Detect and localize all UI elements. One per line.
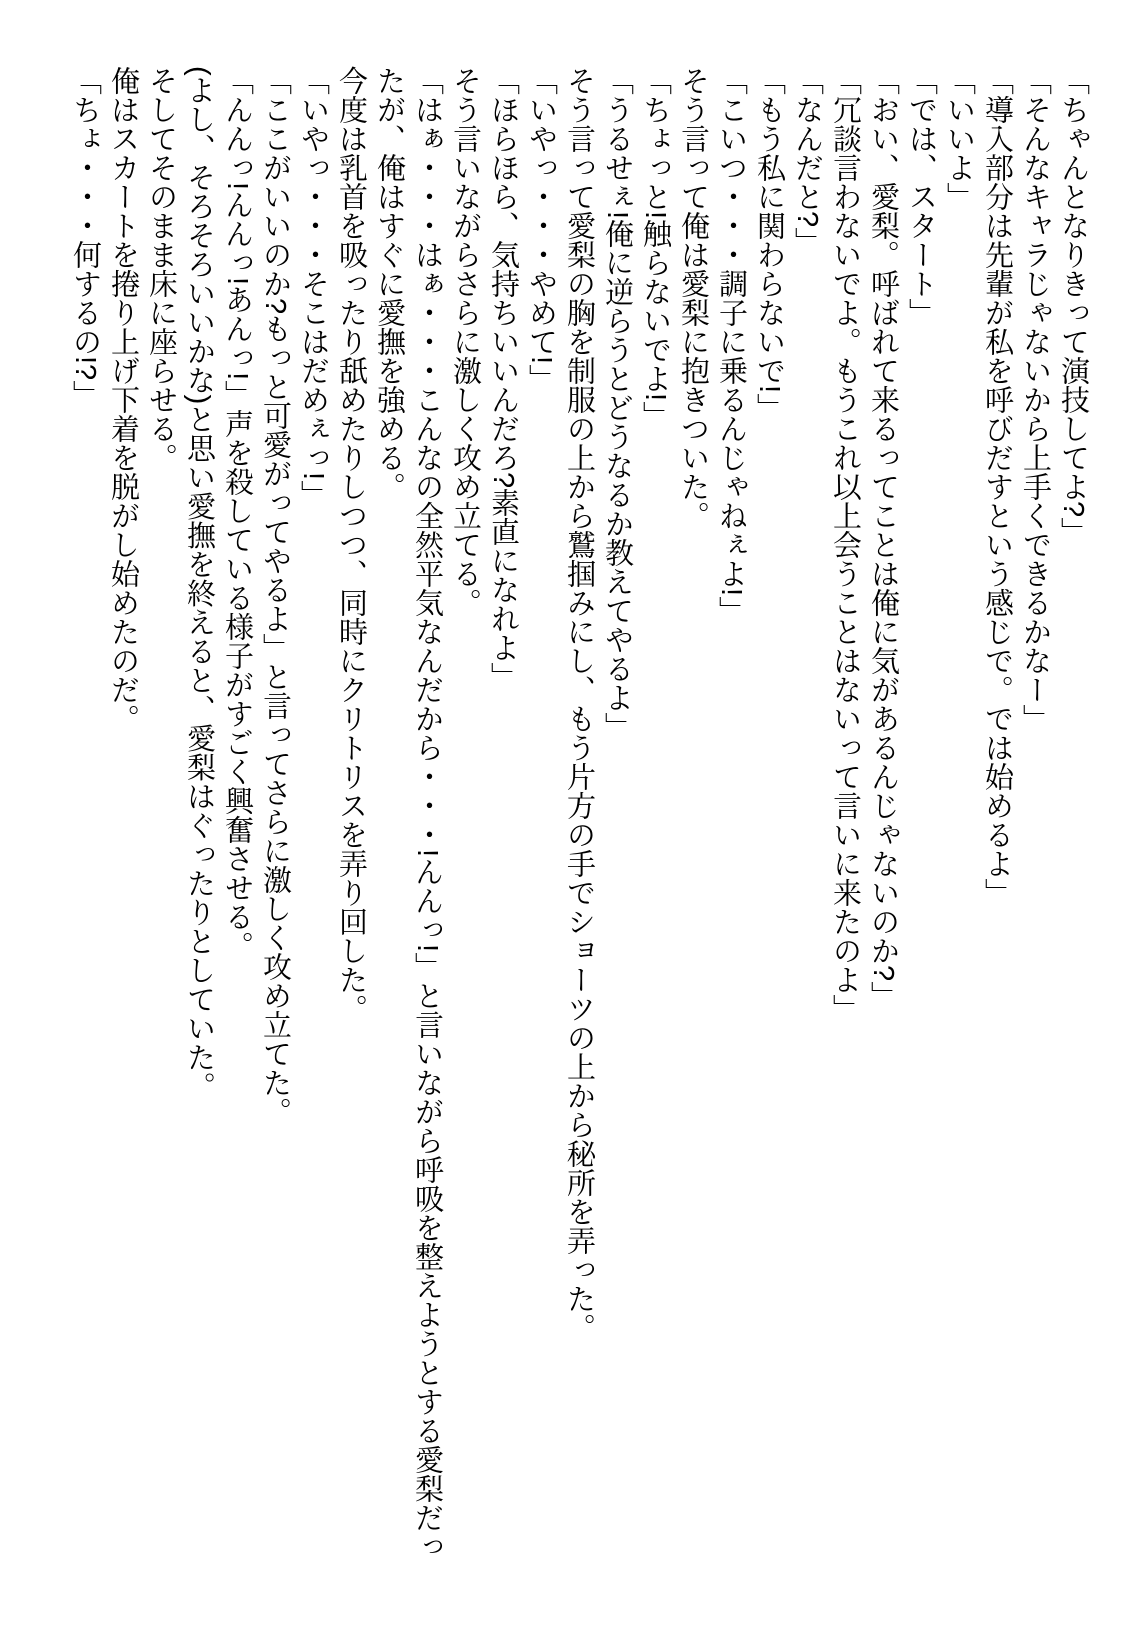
text-line: 今度は乳首を吸ったり舐めたりしつつ、同時にクリトリスを弄り回した。 <box>335 66 367 1023</box>
novel-page <box>66 66 1092 1566</box>
text-line: 「おい、愛梨。呼ばれて来るってことは俺に気があるんじゃないのか?」 <box>867 66 899 1011</box>
text-line: そしてそのまま床に座らせる。 <box>145 66 177 472</box>
text-line: 「ちょっと!触らないでよ!」 <box>639 66 671 431</box>
text-line: そう言いながらさらに激しく攻め立てる。 <box>449 66 481 617</box>
text-line: 「んんっ!んんっ!あんっ!」声を殺している様子がすごく興奮させる。 <box>221 66 253 961</box>
text-line: (よし、そろそろいいかな)と思い愛撫を終えると、愛梨はぐったりとしていた。 <box>183 66 215 1101</box>
text-line: 「なんだと?」 <box>791 66 823 257</box>
text-line: 「ここがいいのか?もっと可愛がってやるよ」と言ってさらに激しく攻め立てた。 <box>259 66 291 1127</box>
text-line: そう言って俺は愛梨に抱きついた。 <box>677 66 709 530</box>
text-line: 「ちょ・・・何するの!?」 <box>69 66 101 410</box>
text-line: 「いやっ・・・そこはだめぇっ!」 <box>297 66 329 510</box>
text-line: 「いやっ・・・やめて!」 <box>525 66 557 394</box>
text-line: 「導入部分は先輩が私を呼びだすという感じで。では始めるよ」 <box>981 66 1013 907</box>
text-line: 「ほらほら、気持ちいいんだろ?素直になれよ」 <box>487 66 519 692</box>
text-line: 「では、スタート」 <box>905 66 937 327</box>
text-line: 「冗談言わないでよ。もうこれ以上会うことはないって言いに来たのよ」 <box>829 66 861 1023</box>
text-line: 「うるせぇ!俺に逆らうとどうなるか教えてやるよ」 <box>601 66 633 742</box>
text-line: 「ちゃんとなりきって演技してよ?」 <box>1057 66 1089 547</box>
text-line: 「はぁ・・・はぁ・・・こんなの全然平気なんだから・・・!んんっ!」と言いながら呼吸を整えようとする愛梨だったが、俺はすぐに愛撫を強める。 <box>373 66 443 1562</box>
text-line: そう言って愛梨の胸を制服の上から鷲掴みにし、もう片方の手でショーツの上から秘所を弄った。 <box>563 66 595 1342</box>
text-line: 「もう私に関わらないで!」 <box>753 66 785 423</box>
text-line: 俺はスカートを捲り上げ下着を脱がし始めたのだ。 <box>107 66 139 733</box>
text-line: 「いいよ」 <box>943 66 975 211</box>
text-line: 「こいつ・・・調子に乗るんじゃねぇよ!」 <box>715 66 747 626</box>
text-line: 「そんなキャラじゃないから上手くできるかなー」 <box>1019 66 1051 733</box>
